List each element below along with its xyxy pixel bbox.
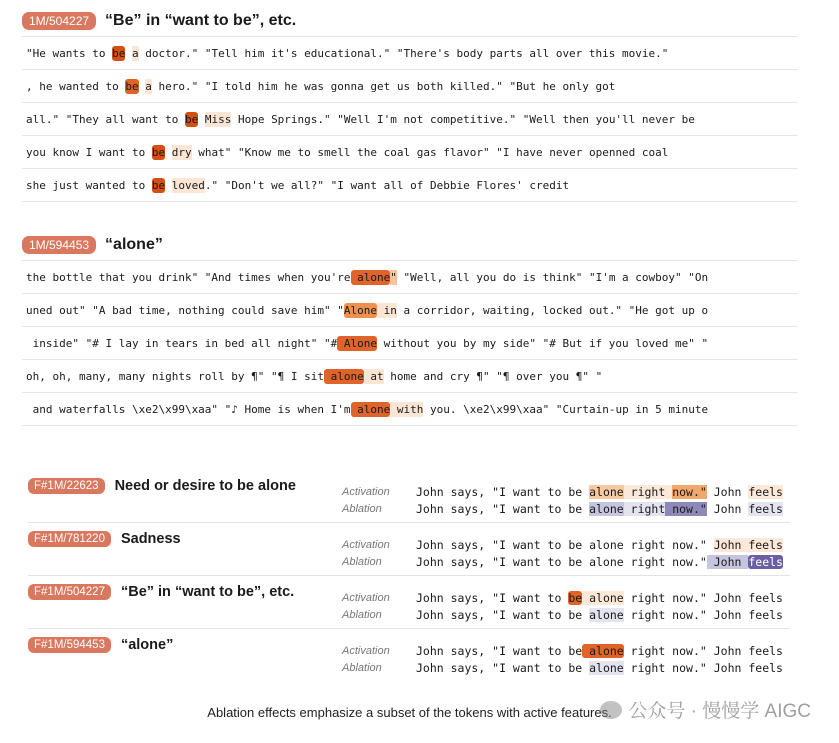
context-text (139, 79, 146, 94)
example-row (22, 360, 798, 393)
example-rows (22, 260, 798, 426)
sentence-text: John says, "I want to be (416, 607, 590, 622)
ablation-sentence (416, 608, 783, 622)
context-text: she just wanted to (26, 178, 152, 192)
feature-header (22, 232, 798, 258)
activation-label: Activation (342, 538, 390, 551)
ablation-block (28, 531, 790, 576)
sentence-text: John says, "I want to be (416, 660, 590, 675)
sentence-text: John says, "I want to (416, 590, 569, 605)
highlighted-token: be (112, 46, 126, 60)
highlighted-token: alone (589, 607, 624, 622)
activation-label: Activation (342, 485, 390, 498)
example-row (22, 103, 798, 136)
feature-header (22, 8, 798, 34)
sentence-text: John says, "I want to be alone right now." (416, 554, 707, 569)
example-row (22, 327, 798, 360)
ablation-feature-label (28, 478, 296, 494)
activation-sentence (416, 538, 783, 552)
highlighted-token: John (706, 554, 749, 569)
sentence-text: John says, "I want to be (416, 643, 583, 658)
activation-label: Activation (342, 591, 390, 604)
example-rows (22, 36, 798, 202)
highlighted-token: now." (672, 484, 707, 499)
feature-title: “alone” (120, 637, 174, 653)
highlighted-token: alone (582, 643, 624, 658)
highlighted-token: be (151, 145, 166, 159)
activation-sentence (416, 644, 783, 658)
highlighted-token: a (145, 79, 152, 93)
ablation-feature-label (28, 584, 294, 600)
highlighted-token: now." (665, 501, 707, 516)
sentence-text: right now." John feels (623, 660, 783, 675)
ablation-sentence (416, 661, 783, 675)
context-text (165, 178, 172, 193)
highlighted-token: at (363, 369, 384, 383)
example-row (22, 70, 798, 103)
context-text (125, 46, 132, 61)
highlighted-token: alone (350, 402, 391, 416)
activation-sentence (416, 591, 783, 605)
ablation-feature-label (28, 531, 181, 547)
highlighted-token: alone (589, 660, 624, 675)
feature-id-badge: 1M/594453 (22, 236, 96, 254)
highlighted-token: alone (589, 501, 624, 516)
highlighted-token: alone (350, 270, 391, 284)
context-text: "He wants to (26, 46, 113, 60)
ablation-line (342, 500, 783, 517)
watermark (600, 696, 811, 723)
context-text: what" "Know me to smell the coal gas flavor" "I have never openned coal (191, 145, 669, 159)
example-row (22, 136, 798, 169)
feature-title: Sadness (120, 531, 181, 547)
highlighted-token: feels (748, 484, 783, 499)
highlighted-token: loved (171, 178, 205, 192)
highlighted-token: a (131, 46, 139, 60)
context-text: a corridor, waiting, locked out." "He got up o (396, 303, 709, 317)
example-row (22, 169, 798, 202)
sentence-text: John says, "I want to be (416, 484, 590, 499)
figure-caption: Ablation effects emphasize a subset of the tokens with active features. (207, 705, 612, 720)
context-text: the bottle that you drink" "And times when you're (26, 270, 351, 284)
feature-block-alone (22, 232, 798, 426)
highlighted-token: be (568, 590, 583, 605)
ablation-label: Ablation (342, 661, 382, 674)
feature-title: “Be” in “want to be”, etc. (105, 12, 297, 29)
context-text (165, 145, 172, 160)
highlighted-token: dry (171, 145, 192, 159)
ablation-block (28, 584, 790, 629)
context-text: inside" "# I lay in tears in bed all night" "# (26, 336, 338, 350)
context-text (198, 112, 205, 127)
watermark-text: 公众号 · 慢慢学 AIGC (628, 701, 811, 722)
context-text: "Well, all you do is think" "I'm a cowboy" "On (396, 270, 709, 284)
context-text: uned out" "A bad time, nothing could save him" " (26, 303, 344, 317)
activation-line (342, 536, 783, 553)
context-text: doctor." "Tell him it's educational." "There's body parts all over this movie." (138, 46, 669, 60)
highlighted-token: alone (324, 369, 364, 383)
ablation-feature-label (28, 637, 173, 653)
sentence-text: right now." John feels (623, 643, 783, 658)
ablation-label: Ablation (342, 608, 382, 621)
context-text: all." "They all want to (26, 112, 185, 126)
ablation-line (342, 606, 783, 623)
example-row (22, 294, 798, 327)
activation-sentence (416, 485, 783, 499)
ablation-block (28, 637, 790, 681)
sentence-text: John says, "I want to be (416, 501, 590, 516)
sentence-text: John (706, 484, 749, 499)
context-text: you know I want to (26, 145, 152, 159)
context-text: , he wanted to (26, 79, 126, 93)
feature-id-badge: 1M/504227 (22, 12, 96, 30)
ablation-label: Ablation (342, 555, 382, 568)
example-row (22, 260, 798, 294)
activation-line (342, 642, 783, 659)
activation-line (342, 483, 783, 500)
highlighted-token: feels (748, 554, 783, 569)
context-text: oh, oh, many, many nights roll by ¶" "¶ I sit (26, 369, 325, 383)
feature-title: “alone” (105, 236, 163, 253)
highlighted-token: be (125, 79, 139, 93)
highlighted-token: feels (748, 501, 783, 516)
highlighted-token: Alone (343, 303, 378, 317)
ablation-label: Ablation (342, 502, 382, 515)
feature-block-be (22, 8, 798, 202)
highlighted-token: " (390, 270, 397, 284)
feature-id-badge: F#1M/22623 (28, 478, 105, 494)
context-text: Hope Springs." "Well I'm not competitive." "Well then you'll never be (231, 112, 695, 126)
context-text: hero." "I told him he was gonna get us both killed." "But he only got (151, 79, 616, 93)
highlighted-token: in (377, 303, 397, 317)
ablation-sentence (416, 555, 783, 569)
highlighted-token: be (184, 112, 199, 126)
context-text: and waterfalls \xe2\x99\xaa" "♪ Home is when I'm (26, 402, 351, 416)
feature-title: Need or desire to be alone (114, 478, 296, 494)
sentence-text: John says, "I want to be alone right now." (416, 537, 714, 552)
highlighted-token: right (623, 484, 673, 499)
highlighted-token: be (151, 178, 166, 192)
sentence-text: John (706, 501, 749, 516)
highlighted-token: with (390, 402, 424, 416)
wechat-icon (600, 701, 622, 719)
ablation-sentence (416, 502, 783, 516)
context-text: ." "Don't we all?" "I want all of Debbie Flores' credit (204, 178, 570, 192)
highlighted-token: alone (589, 484, 624, 499)
example-row (22, 36, 798, 70)
sentence-text: right now." John feels (623, 607, 783, 622)
highlighted-token: alone (582, 590, 624, 605)
highlighted-token: Miss (204, 112, 232, 126)
ablation-line (342, 553, 783, 570)
context-text: without you by my side" "# But if you loved me" " (377, 336, 709, 350)
activation-line (342, 589, 783, 606)
context-text: you. \xe2\x99\xaa" "Curtain-up in 5 minute (423, 402, 709, 416)
sentence-text: right now." John feels (623, 590, 783, 605)
ablation-block (28, 478, 790, 523)
highlighted-token: right (623, 501, 666, 516)
feature-id-badge: F#1M/781220 (28, 531, 111, 547)
feature-id-badge: F#1M/594453 (28, 637, 111, 653)
feature-title: “Be” in “want to be”, etc. (120, 584, 295, 600)
feature-id-badge: F#1M/504227 (28, 584, 111, 600)
highlighted-token: John feels (713, 537, 783, 552)
example-row (22, 393, 798, 426)
highlighted-token: Alone (337, 336, 378, 350)
activation-label: Activation (342, 644, 390, 657)
ablation-line (342, 659, 783, 676)
context-text: home and cry ¶" "¶ over you ¶" " (383, 369, 603, 383)
